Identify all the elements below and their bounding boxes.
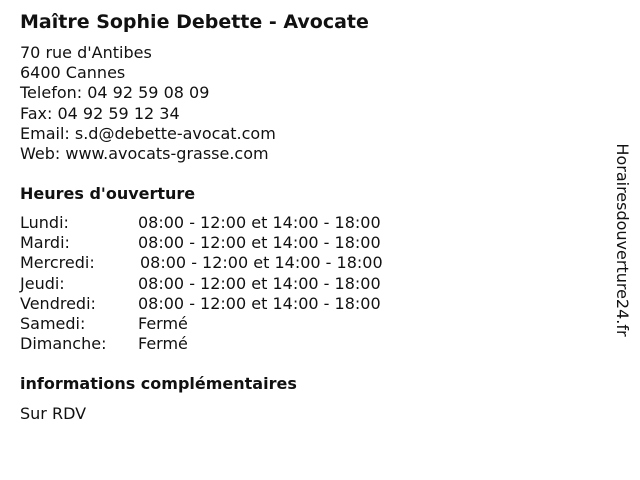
opening-hours-table (20, 213, 440, 354)
time-value: 08:00 - 12:00 et 14:00 - 18:00 (138, 293, 381, 313)
hours-row (20, 314, 440, 334)
hours-heading: Heures d'ouverture (20, 184, 196, 203)
hours-row (20, 213, 440, 233)
info-text: Sur RDV (20, 404, 87, 423)
fax-text: Fax: 04 92 59 12 34 (20, 103, 180, 123)
time-value: Fermé (138, 334, 188, 354)
hours-row (20, 253, 440, 273)
web-text: Web: www.avocats-grasse.com (20, 143, 269, 163)
info-heading: informations complémentaires (20, 374, 297, 393)
day-label: Lundi: (20, 213, 69, 232)
address-street: 70 rue d'Antibes (20, 43, 152, 62)
phone-text: Telefon: 04 92 59 08 09 (20, 83, 210, 103)
time-value: 08:00 - 12:00 et 14:00 - 18:00 (138, 213, 381, 232)
day-label: Jeudi: (20, 273, 65, 293)
time-value: 08:00 - 12:00 et 14:00 - 18:00 (138, 233, 381, 253)
day-label: Mardi: (20, 233, 70, 253)
day-label: Samedi: (20, 313, 86, 333)
day-label: Dimanche: (20, 334, 107, 354)
email-text: Email: s.d@debette-avocat.com (20, 123, 276, 143)
watermark-text: Horairesdouverture24.fr (613, 143, 632, 337)
day-label: Vendredi: (20, 293, 96, 313)
hours-row (20, 274, 440, 294)
hours-row (20, 334, 440, 354)
hours-row (20, 294, 440, 314)
address-city: 6400 Cannes (20, 63, 126, 83)
time-value: 08:00 - 12:00 et 14:00 - 18:00 (138, 273, 381, 293)
time-value: Fermé (138, 313, 188, 333)
contact-block (20, 43, 276, 164)
day-label: Mercredi: (20, 253, 95, 273)
time-value: 08:00 - 12:00 et 14:00 - 18:00 (140, 253, 383, 273)
page-title: Maître Sophie Debette - Avocate (20, 11, 369, 33)
hours-row (20, 233, 440, 253)
